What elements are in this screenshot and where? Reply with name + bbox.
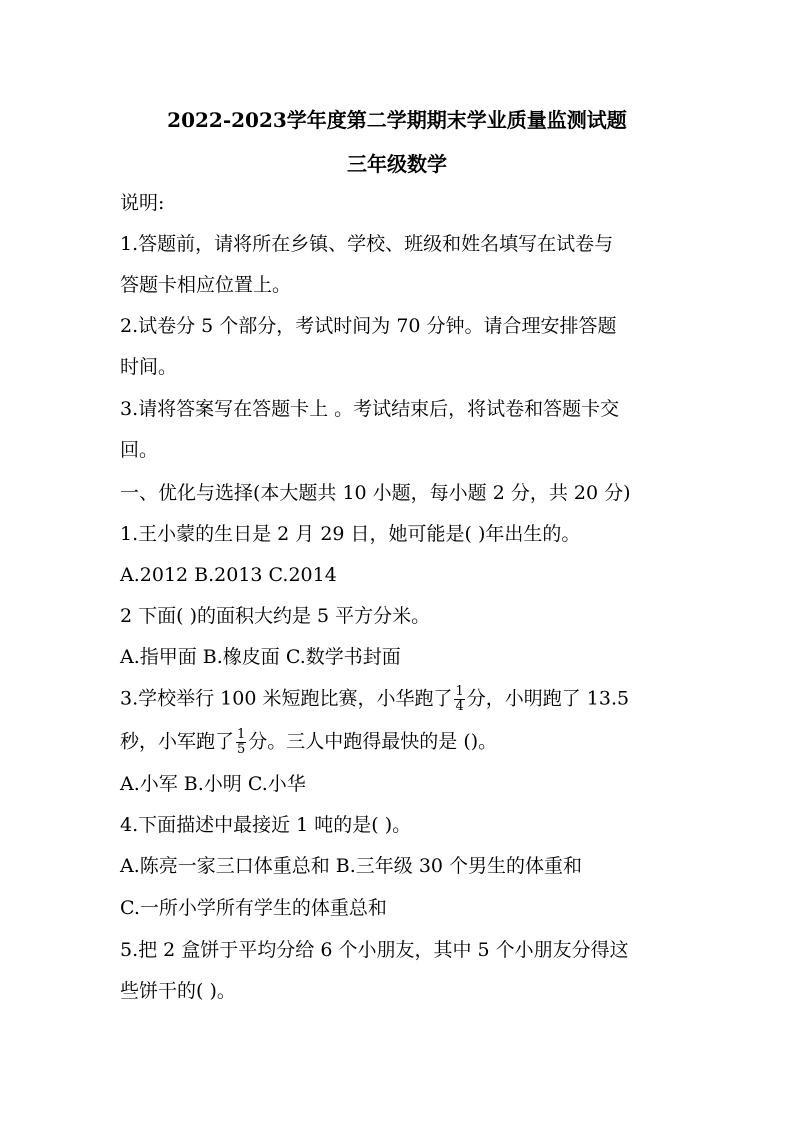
instructions-heading: 说明: <box>120 192 165 214</box>
fraction-one-quarter <box>454 685 464 714</box>
question-3-text-a2: 分，小明跑了 13.5 <box>466 687 630 710</box>
question-1-text: 1.王小蒙的生日是 2 月 29 日，她可能是( )年出生的。 <box>120 523 581 545</box>
question-3-options: A.小军 B.小明 C.小华 <box>120 773 306 795</box>
question-3-line-1 <box>120 685 680 714</box>
section1-heading: 一、优化与选择(本大题共 10 小题，每小题 2 分，共 20 分) <box>120 482 631 504</box>
question-1-options: A.2012 B.2013 C.2014 <box>120 564 337 586</box>
question-2-options: A.指甲面 B.橡皮面 C.数学书封面 <box>120 646 401 668</box>
question-5-text-b: 些饼干的( )。 <box>120 980 236 1002</box>
question-3-text-b1: 秒，小军跑了 <box>120 730 235 753</box>
exam-title: 2022-2023学年度第二学期期末学业质量监测试题 <box>167 108 627 132</box>
question-4-options-b: C.一所小学所有学生的体重总和 <box>120 897 387 919</box>
instruction-2b: 时间。 <box>120 356 178 378</box>
instruction-2a: 2.试卷分 5 个部分，考试时间为 70 分钟。请合理安排答题 <box>120 315 617 337</box>
fraction-one-fifth <box>236 728 246 757</box>
fraction-numerator: 1 <box>237 727 246 742</box>
question-3-text-b2: 分。三人中跑得最快的是 ()。 <box>248 730 498 753</box>
exam-subtitle: 三年级数学 <box>347 152 447 176</box>
question-5-text-a: 5.把 2 盒饼于平均分给 6 个小朋友，其中 5 个小朋友分得这 <box>120 939 629 961</box>
instruction-1b: 答题卡相应位置上。 <box>120 274 292 296</box>
instruction-3a: 3.请将答案写在答题卡上 。考试结束后，将试卷和答题卡交 <box>120 398 620 420</box>
fraction-denominator: 5 <box>237 742 246 757</box>
fraction-numerator: 1 <box>455 684 464 699</box>
question-3-line-2 <box>120 728 680 757</box>
question-4-options-a: A.陈亮一家三口体重总和 B.三年级 30 个男生的体重和 <box>120 855 583 877</box>
fraction-denominator: 4 <box>455 699 464 714</box>
question-2-text: 2 下面( )的面积大约是 5 平方分米。 <box>120 605 431 627</box>
instruction-1a: 1.答题前，请将所在乡镇、学校、班级和姓名填写在试卷与 <box>120 233 614 255</box>
instruction-3b: 回。 <box>120 439 159 461</box>
question-3-text-a1: 3.学校举行 100 米短跑比赛，小华跑了 <box>120 687 453 710</box>
question-4-text: 4.下面描述中最接近 1 吨的是( )。 <box>120 814 412 836</box>
